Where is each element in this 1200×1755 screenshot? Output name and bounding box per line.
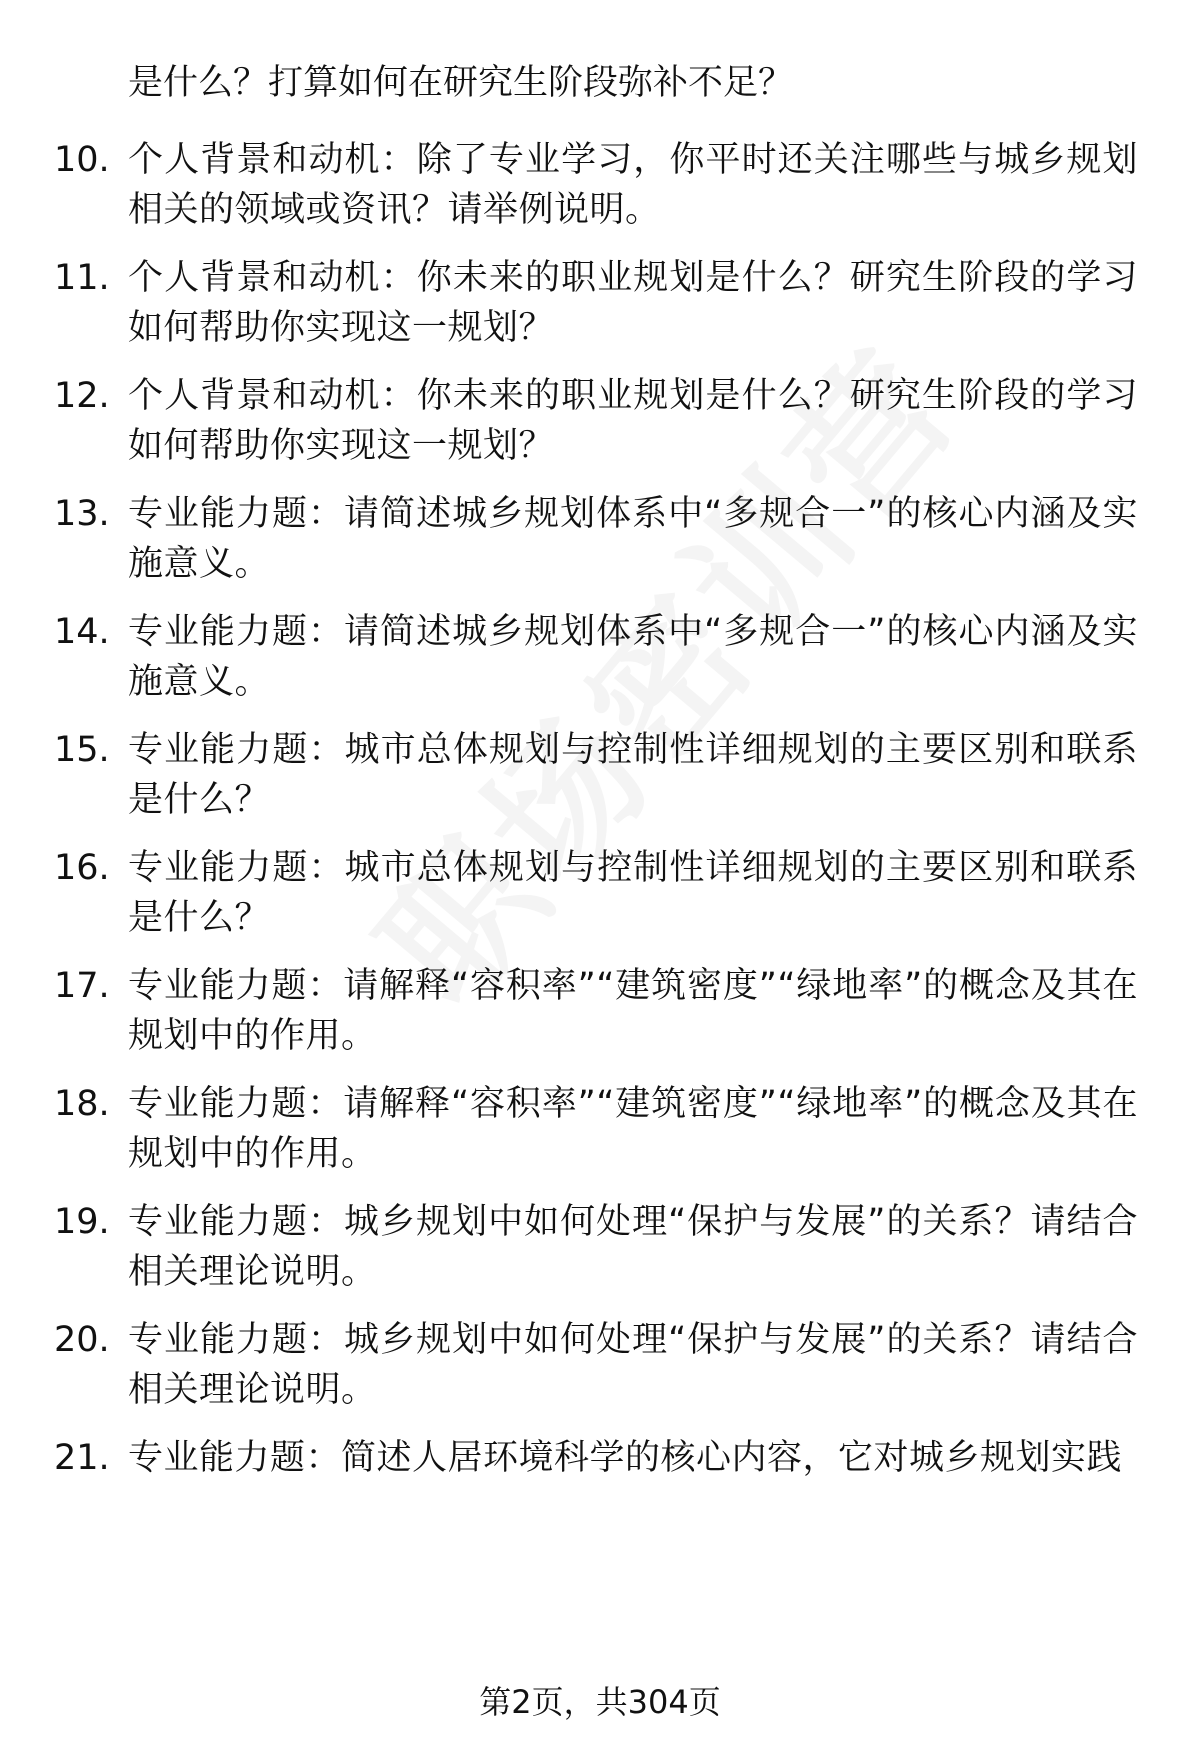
item-number: 17.: [54, 966, 110, 1006]
continued-text: 是什么？打算如何在研究生阶段弥补不足？: [128, 63, 794, 103]
list-item: [0, 135, 1200, 245]
list-item: [0, 371, 1200, 481]
item-text: 个人背景和动机：你未来的职业规划是什么？研究生阶段的学习如何帮助你实现这一规划？: [128, 376, 1138, 466]
item-text: 专业能力题：请解释“容积率”“建筑密度”“绿地率”的概念及其在规划中的作用。: [128, 966, 1138, 1056]
list-item: [0, 961, 1200, 1071]
item-number: 21.: [54, 1438, 110, 1478]
list-item: [0, 843, 1200, 953]
list-item: [0, 1315, 1200, 1425]
page-number: 第2页，共304页: [479, 1683, 721, 1721]
item-number: 18.: [54, 1084, 110, 1124]
list-item: [0, 607, 1200, 717]
item-text: 个人背景和动机：你未来的职业规划是什么？研究生阶段的学习如何帮助你实现这一规划？: [128, 258, 1138, 348]
item-text: 专业能力题：请解释“容积率”“建筑密度”“绿地率”的概念及其在规划中的作用。: [128, 1084, 1138, 1174]
item-text: 专业能力题：请简述城乡规划体系中“多规合一”的核心内涵及实施意义。: [128, 612, 1138, 702]
item-number: 12.: [54, 376, 110, 416]
item-number: 16.: [54, 848, 110, 888]
item-text: 专业能力题：请简述城乡规划体系中“多规合一”的核心内涵及实施意义。: [128, 494, 1138, 584]
item-number: 20.: [54, 1320, 110, 1360]
list-item: [0, 1197, 1200, 1307]
list-item: [0, 1079, 1200, 1189]
list-item: [0, 1433, 1200, 1493]
item-number: 14.: [54, 612, 110, 652]
item-text: 专业能力题：城市总体规划与控制性详细规划的主要区别和联系是什么？: [128, 848, 1138, 938]
item-text: 专业能力题：城市总体规划与控制性详细规划的主要区别和联系是什么？: [128, 730, 1138, 820]
item-text: 个人背景和动机：除了专业学习，你平时还关注哪些与城乡规划相关的领域或资讯？请举例说明。: [128, 140, 1138, 230]
item-number: 15.: [54, 730, 110, 770]
item-text: 专业能力题：城乡规划中如何处理“保护与发展”的关系？请结合相关理论说明。: [128, 1320, 1138, 1410]
item-number: 13.: [54, 494, 110, 534]
item-text: 专业能力题：城乡规划中如何处理“保护与发展”的关系？请结合相关理论说明。: [128, 1202, 1138, 1292]
item-number: 10.: [54, 140, 110, 180]
item-number: 19.: [54, 1202, 110, 1242]
list-item: [0, 725, 1200, 835]
list-item: [0, 253, 1200, 363]
list-item: [0, 489, 1200, 599]
item-number: 11.: [54, 258, 110, 298]
item-text: 专业能力题：简述人居环境科学的核心内容，它对城乡规划实践: [128, 1438, 1123, 1478]
